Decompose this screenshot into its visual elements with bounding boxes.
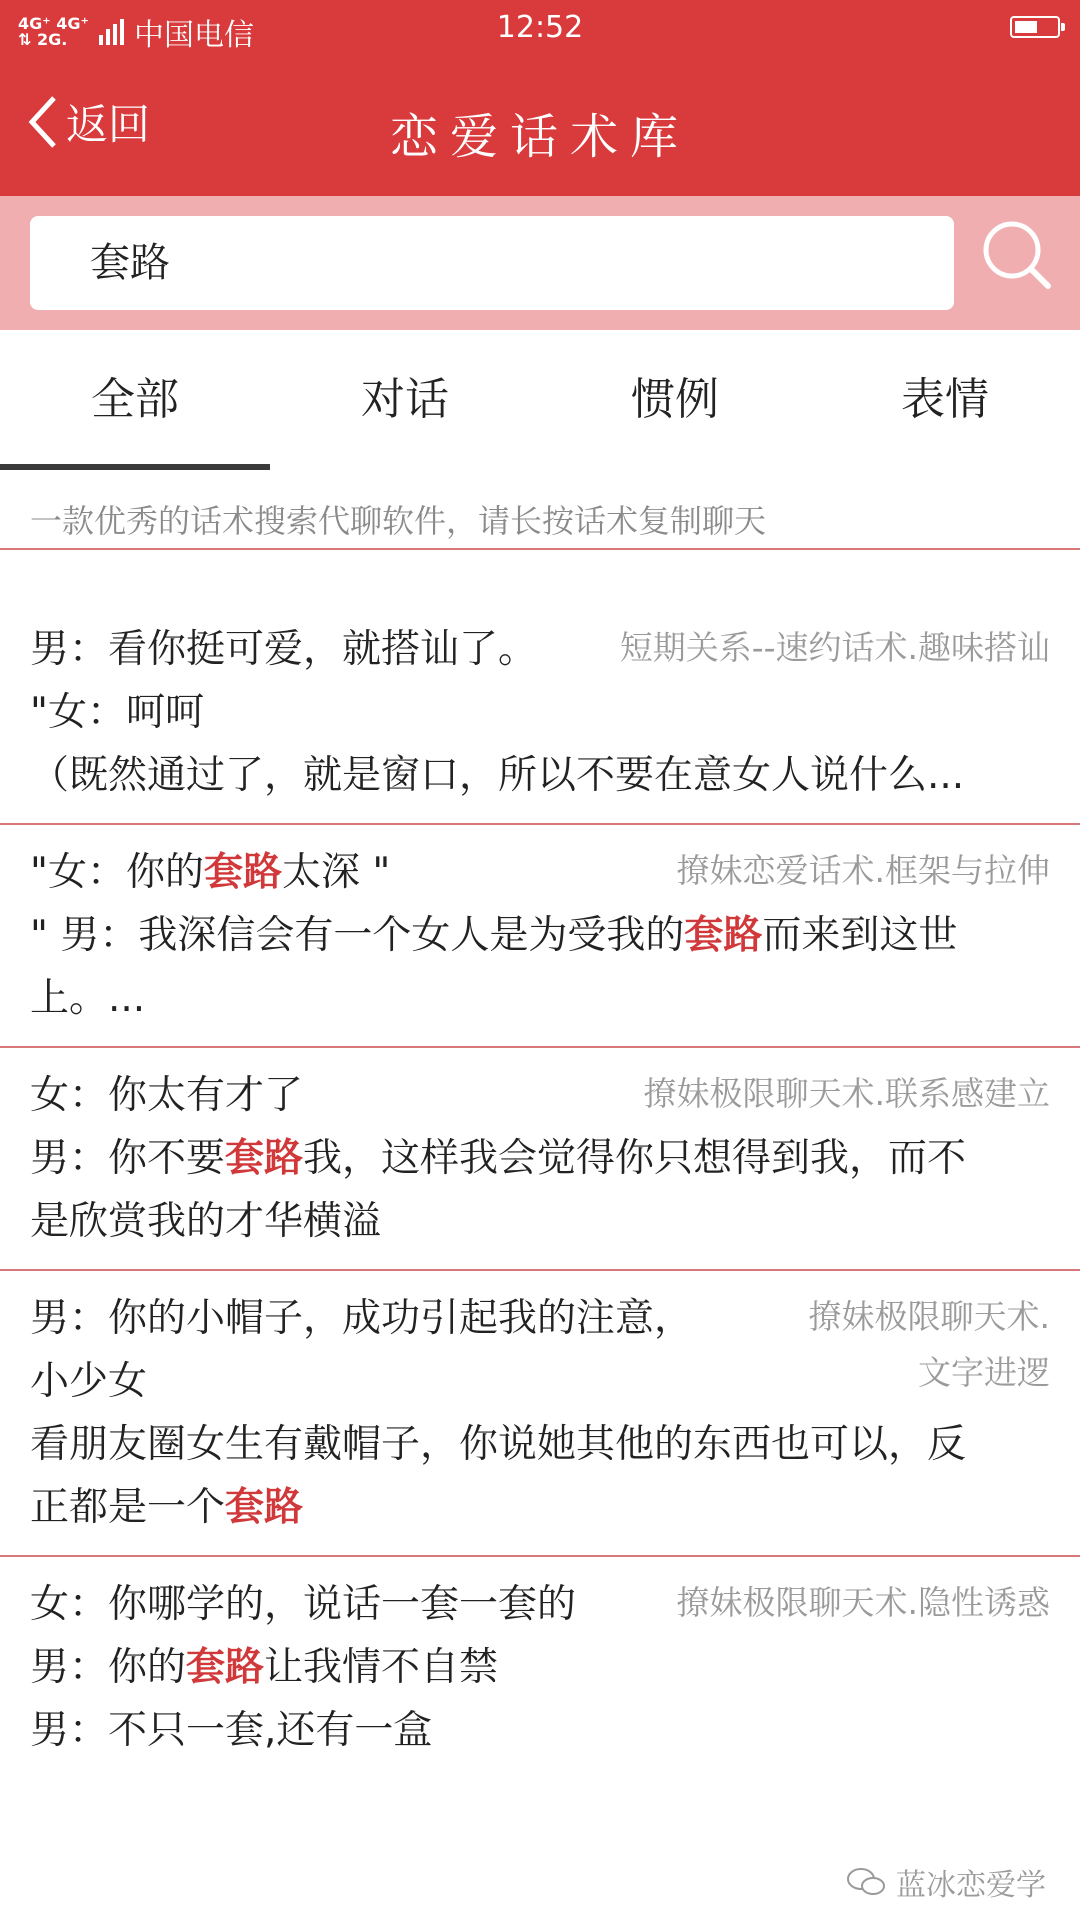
- search-icon: [980, 218, 1054, 292]
- category-tabs: [0, 330, 1080, 470]
- search-bar: [0, 196, 1080, 330]
- battery-icon: [1010, 16, 1060, 38]
- search-input[interactable]: 套路: [30, 216, 954, 310]
- result-list: [0, 602, 1080, 1778]
- item-line: 小少女: [30, 1359, 148, 1404]
- watermark: [846, 1860, 1046, 1904]
- item-text: 正都是一个: [30, 1485, 226, 1530]
- item-text: " 男：我深信会有一个女人是为受我的: [30, 913, 685, 958]
- item-line: 男：不只一套,还有一盒: [30, 1708, 433, 1753]
- list-item[interactable]: [0, 1557, 1080, 1778]
- status-bar: [0, 0, 1080, 58]
- wechat-icon: [846, 1866, 886, 1898]
- list-item[interactable]: [0, 1271, 1080, 1557]
- network-type-top: 4G⁺ 4G⁺: [18, 14, 89, 33]
- item-category: 撩妹恋爱话术.框架与拉伸: [676, 851, 1050, 890]
- carrier-name: 中国电信: [134, 18, 254, 53]
- item-line: 是欣赏我的才华横溢: [30, 1199, 382, 1244]
- item-category-line: 撩妹极限聊天术.: [808, 1297, 1050, 1336]
- item-line: 女：你哪学的，说话一套一套的: [30, 1582, 577, 1627]
- item-line: 女：你太有才了: [30, 1073, 304, 1118]
- item-line: "女：呵呵: [30, 690, 204, 735]
- search-button[interactable]: [980, 218, 1054, 292]
- item-text: 太深 ": [281, 850, 391, 895]
- item-category-line: 文字进逻: [918, 1353, 1050, 1392]
- status-time: 12:52: [496, 10, 584, 45]
- item-line: 上。...: [30, 976, 146, 1021]
- item-category: 短期关系--速约话术.趣味搭讪: [619, 628, 1050, 667]
- item-text: 让我情不自禁: [264, 1645, 499, 1690]
- item-line: （既然通过了，就是窗口，所以不要在意女人说什么...: [30, 753, 965, 798]
- item-category: 撩妹极限聊天术.联系感建立: [643, 1074, 1050, 1113]
- network-type-bottom: ⇅ 2G.: [18, 30, 68, 49]
- item-line: [30, 1636, 1050, 1699]
- list-item[interactable]: [0, 602, 1080, 825]
- item-line: [30, 1127, 1050, 1190]
- page-title: 恋爱话术库: [389, 109, 690, 165]
- item-category: 撩妹极限聊天术.隐性诱惑: [676, 1583, 1050, 1622]
- tab-routine[interactable]: 惯例: [631, 374, 719, 425]
- item-text: 而来到这世: [762, 913, 958, 958]
- watermark-text: 蓝冰恋爱学: [896, 1868, 1046, 1903]
- item-text: 男：你的: [30, 1645, 187, 1690]
- tab-all[interactable]: 全部: [0, 330, 270, 470]
- list-item[interactable]: [0, 825, 1080, 1048]
- item-line: 男：你的小帽子，成功引起我的注意，: [30, 1296, 694, 1341]
- item-text: 男：你不要: [30, 1136, 226, 1181]
- app-header: [0, 0, 1080, 196]
- keyword-highlight: 套路: [225, 1485, 304, 1530]
- keyword-highlight: 套路: [186, 1645, 265, 1690]
- tab-dialogue[interactable]: 对话: [361, 374, 449, 425]
- keyword-highlight: 套路: [225, 1136, 304, 1181]
- hint-text: 一款优秀的话术搜索代聊软件，请长按话术复制聊天: [0, 470, 1080, 550]
- item-line: 男：看你挺可爱，就搭讪了。: [30, 627, 538, 672]
- item-line: [30, 1476, 1050, 1539]
- item-text: 我，这样我会觉得你只想得到我，而不: [303, 1136, 967, 1181]
- nav-row: [0, 58, 1080, 196]
- tab-emoji[interactable]: 表情: [901, 374, 989, 425]
- item-line: [30, 904, 1050, 967]
- item-text: "女：你的: [30, 850, 204, 895]
- back-label: 返回: [66, 100, 151, 149]
- keyword-highlight: 套路: [203, 850, 282, 895]
- list-item[interactable]: [0, 1048, 1080, 1271]
- item-line: 看朋友圈女生有戴帽子，你说她其他的东西也可以，反: [30, 1422, 967, 1467]
- item-category: [809, 1289, 1051, 1401]
- keyword-highlight: 套路: [684, 913, 763, 958]
